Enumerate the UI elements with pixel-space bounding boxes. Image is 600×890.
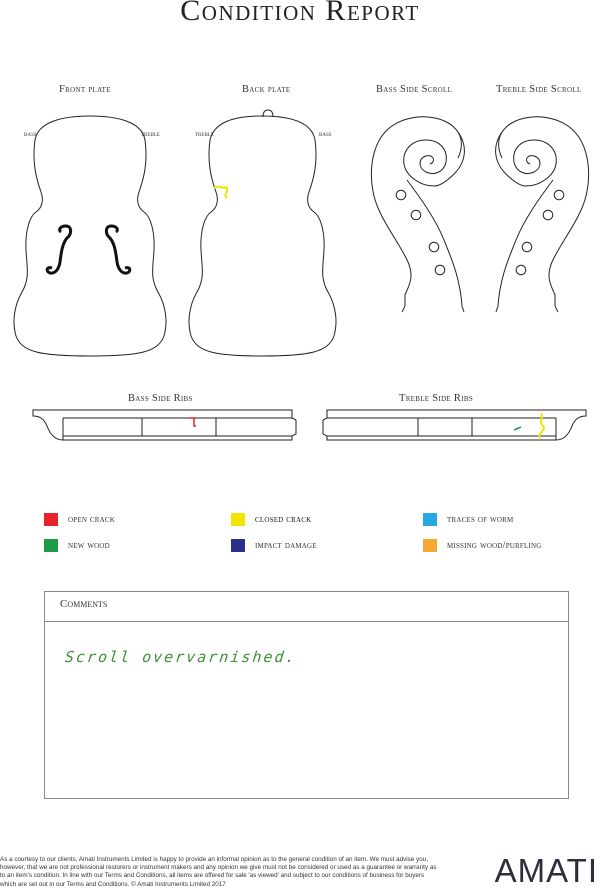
treble-ribs-drawing bbox=[323, 410, 586, 440]
disclaimer-text: As a courtesy to our clients, Amati Instruments Limited is happy to provide an informal opinion as to the general condition of an item. We must advise you, however, that we are not professional restorers or instrument makers and any opinion we give must not be considered or used as a guarantee or warranty as to an item's condition. In line with our Terms and Conditions, all items are offered for sale 'as viewed' and subject to our conditions of business for buyers which are set out in our Terms and Conditions. © Amati Instruments Limited 2017 bbox=[0, 856, 437, 888]
comments-text: Scroll overvarnished. bbox=[64, 648, 298, 666]
front-treble-label: treble bbox=[141, 129, 160, 138]
legend-label: open crack bbox=[68, 514, 116, 525]
f-hole-left bbox=[47, 226, 70, 273]
back-plate-label: Back plate bbox=[242, 84, 291, 95]
bass-ribs-open-crack bbox=[189, 418, 196, 426]
back-bass-label: bass bbox=[319, 129, 332, 138]
legend-swatch bbox=[44, 539, 58, 552]
treble-ribs-new-wood bbox=[514, 427, 521, 430]
comments-box bbox=[44, 591, 569, 799]
bass-scroll-label: Bass Side Scroll bbox=[376, 84, 453, 95]
legend-label: impact damage bbox=[255, 540, 317, 551]
front-bass-label: bass bbox=[24, 129, 37, 138]
treble-ribs-closed-crack bbox=[539, 413, 544, 438]
back-treble-label: treble bbox=[195, 129, 214, 138]
legend-item-missing-wood bbox=[423, 539, 542, 552]
back-plate-outline bbox=[189, 116, 336, 356]
bass-scroll-drawing bbox=[371, 117, 464, 312]
legend-item-new-wood bbox=[44, 539, 110, 552]
legend-label: missing wood/purfling bbox=[447, 540, 542, 551]
legend-item-open-crack bbox=[44, 513, 115, 526]
treble-scroll-label: Treble Side Scroll bbox=[496, 84, 582, 95]
legend-swatch bbox=[231, 513, 245, 526]
legend-swatch bbox=[231, 539, 245, 552]
legend-item-traces-of-worm bbox=[423, 513, 513, 526]
bass-ribs-drawing bbox=[33, 410, 296, 440]
treble-scroll-drawing bbox=[496, 117, 589, 312]
legend-swatch bbox=[423, 539, 437, 552]
legend-label: new wood bbox=[68, 540, 110, 551]
legend-label: closed crack bbox=[255, 514, 312, 525]
comments-heading: Comments bbox=[45, 592, 568, 622]
bass-ribs-label: Bass Side Ribs bbox=[128, 393, 193, 404]
front-plate-outline bbox=[14, 116, 166, 356]
legend-label: traces of worm bbox=[447, 514, 514, 525]
legend-item-impact-damage bbox=[231, 539, 317, 552]
f-hole-right bbox=[106, 226, 129, 273]
front-plate-label: Front plate bbox=[59, 84, 111, 95]
page-title: Condition Report bbox=[180, 0, 420, 27]
treble-ribs-label: Treble Side Ribs bbox=[399, 393, 474, 404]
legend-item-closed-crack bbox=[231, 513, 311, 526]
legend-swatch bbox=[44, 513, 58, 526]
amati-logo: AMATI bbox=[494, 852, 598, 889]
legend-swatch bbox=[423, 513, 437, 526]
